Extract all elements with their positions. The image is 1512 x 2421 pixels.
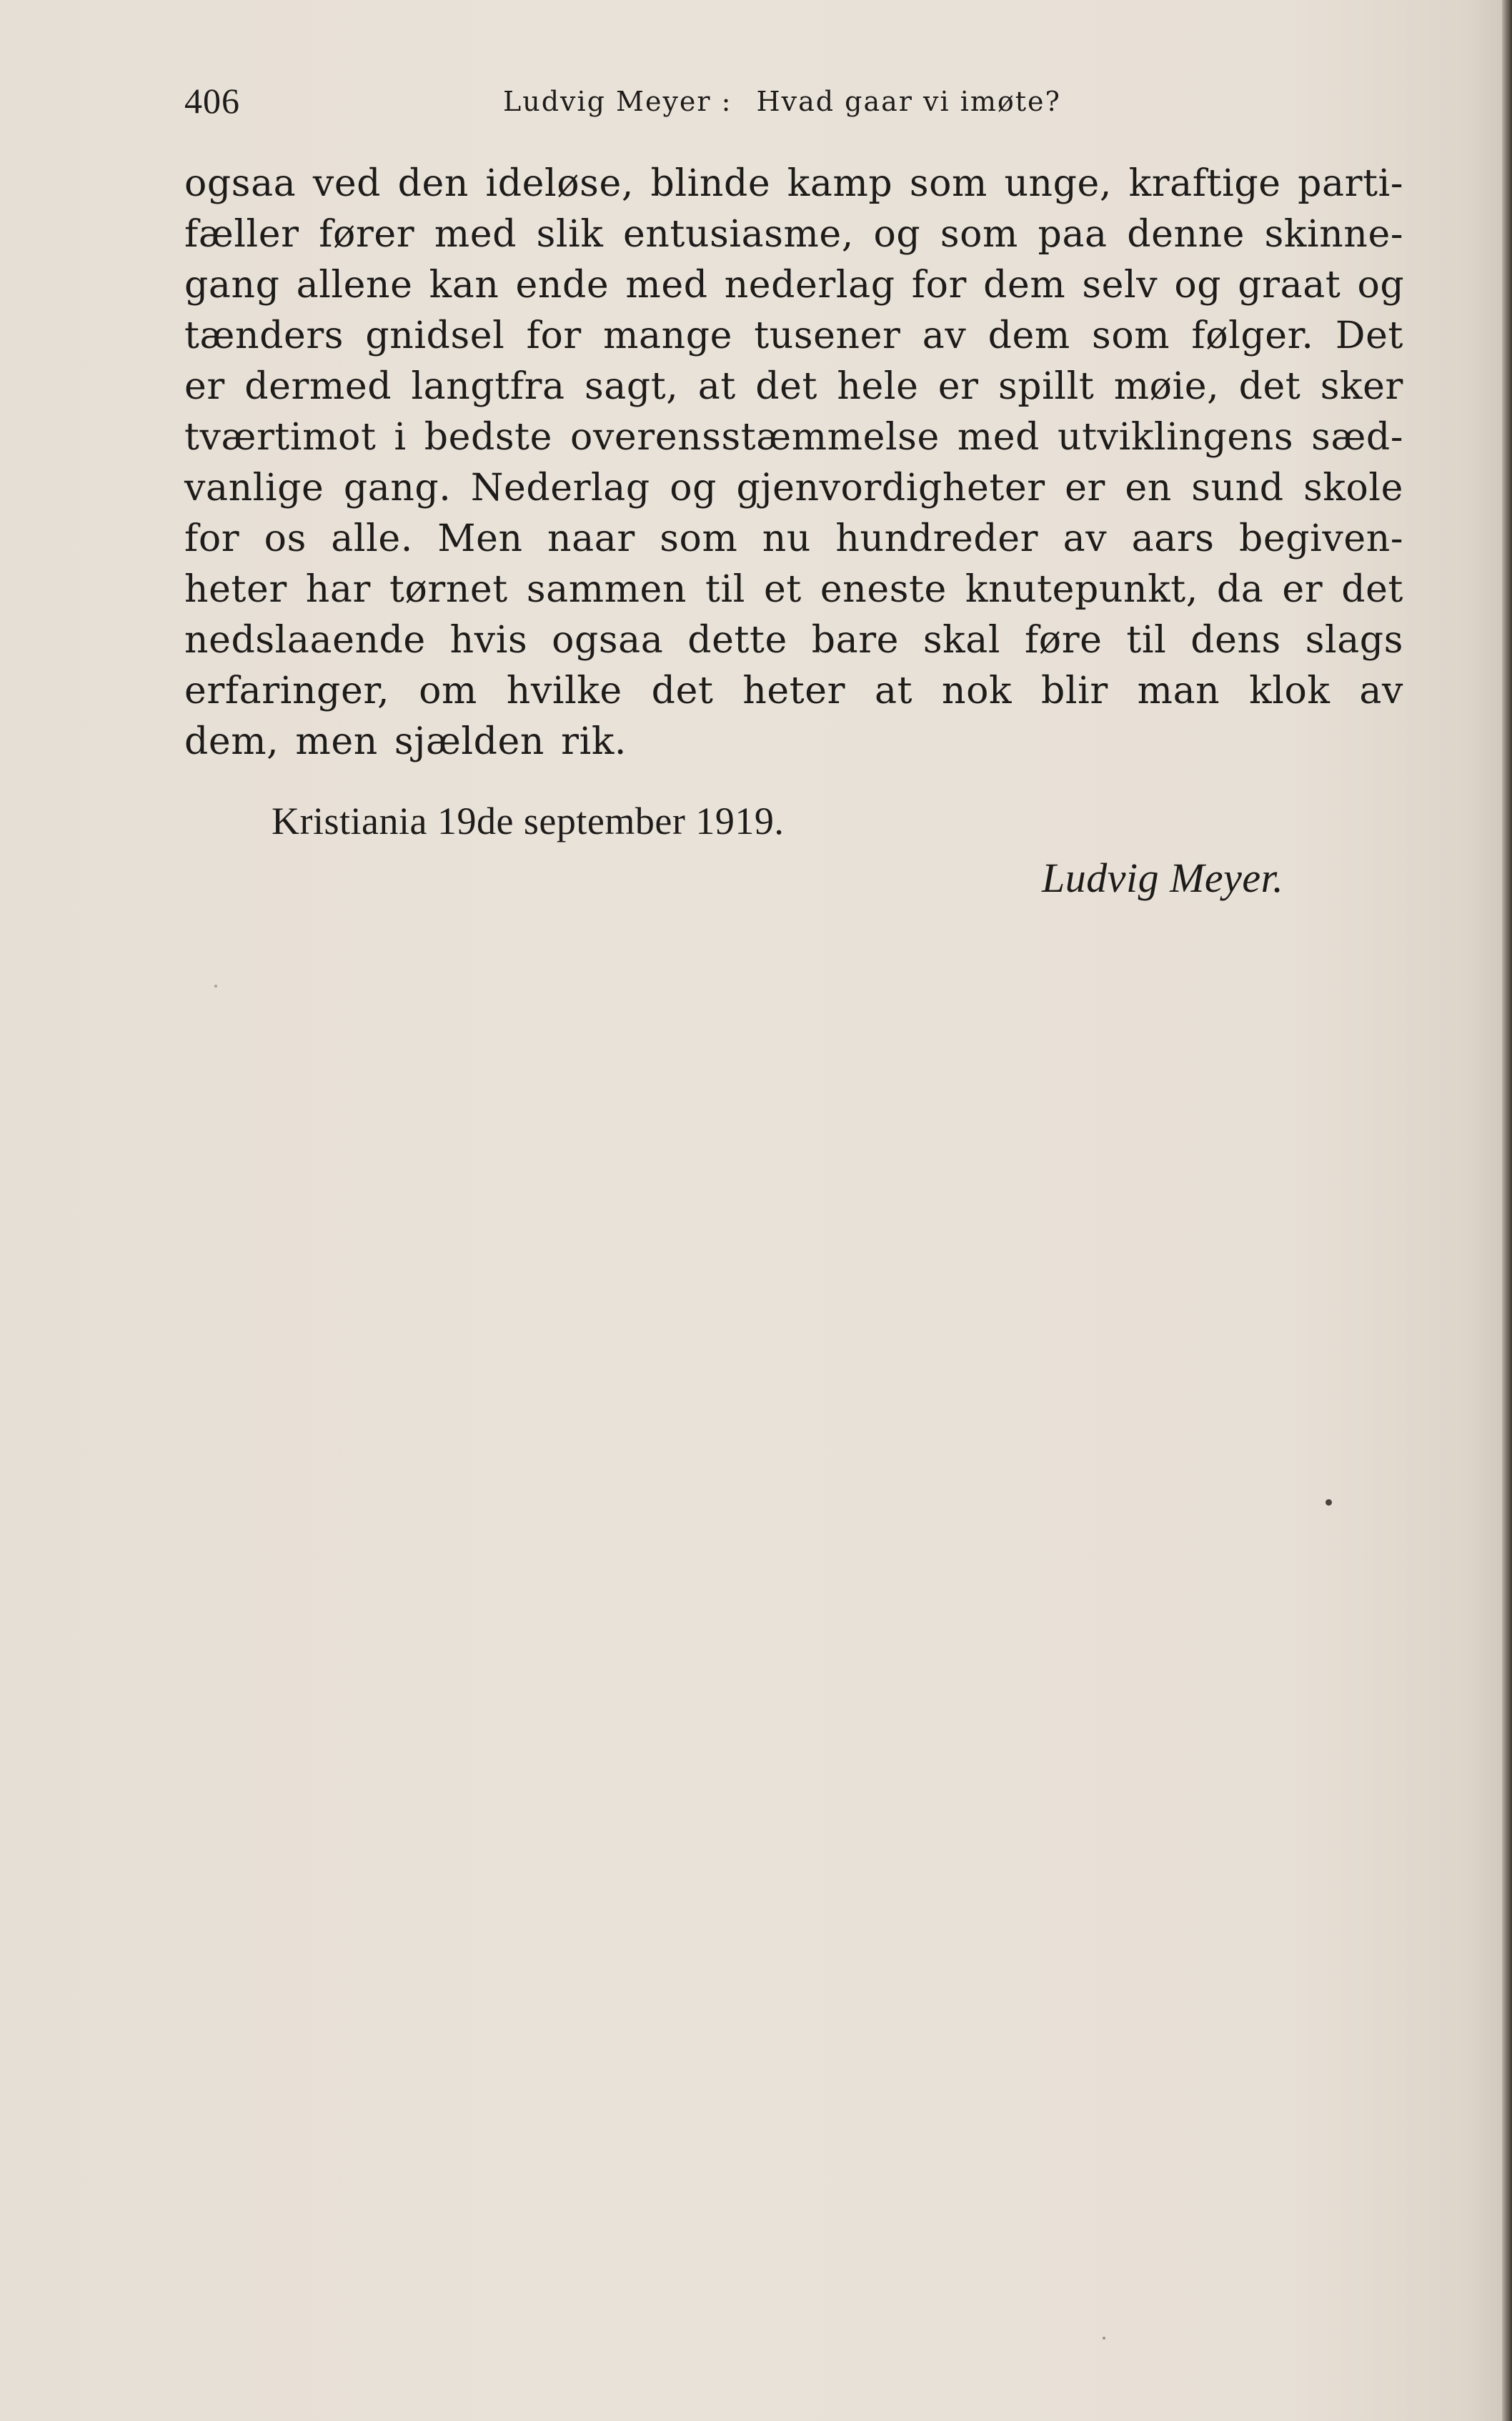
text-line: dem, men sjælden rik.	[184, 720, 627, 763]
running-head-author: Ludvig Meyer :	[503, 86, 732, 117]
text-line: erfaringer, om hvilke det heter at nok blir man klok av	[184, 670, 1403, 712]
text-line: gang allene kan ende med nederlag for dem selv og graat og	[184, 264, 1405, 307]
dateline: Kristiania 19de september 1919.	[272, 800, 785, 842]
text-line: er dermed langtfra sagt, at det hele er spillt møie, det sker	[184, 365, 1403, 408]
running-header	[184, 80, 1403, 130]
page-number: 406	[184, 81, 240, 121]
text-line: for os alle. Men naar som nu hundreder av aars begiven-	[184, 517, 1403, 560]
text-line: tværtimot i bedste overensstæmmelse med utviklingens sæd-	[184, 416, 1403, 459]
paper-speck	[214, 985, 217, 988]
page-edge-shadow	[1502, 0, 1512, 2421]
paper-speck	[1103, 2337, 1105, 2340]
text-line: fæller fører med slik entusiasme, og som paa denne skinne-	[184, 213, 1403, 256]
text-line: vanlige gang. Nederlag og gjenvordigheter er en sund skole	[184, 467, 1403, 509]
text-line: nedslaaende hvis ogsaa dette bare skal føre til dens slags	[184, 619, 1403, 662]
text-line: heter har tørnet sammen til et eneste knutepunkt, da er det	[184, 568, 1403, 611]
paper-speck	[1326, 1499, 1332, 1506]
running-head	[503, 86, 1061, 117]
author-signature: Ludvig Meyer.	[1042, 855, 1284, 901]
running-head-title: Hvad gaar vi imøte?	[756, 86, 1061, 117]
text-line: tænders gnidsel for mange tusener av dem som følger. Det	[184, 314, 1403, 357]
text-line: ogsaa ved den ideløse, blinde kamp som unge, kraftige parti-	[184, 162, 1403, 205]
body-paragraph	[184, 159, 1403, 767]
